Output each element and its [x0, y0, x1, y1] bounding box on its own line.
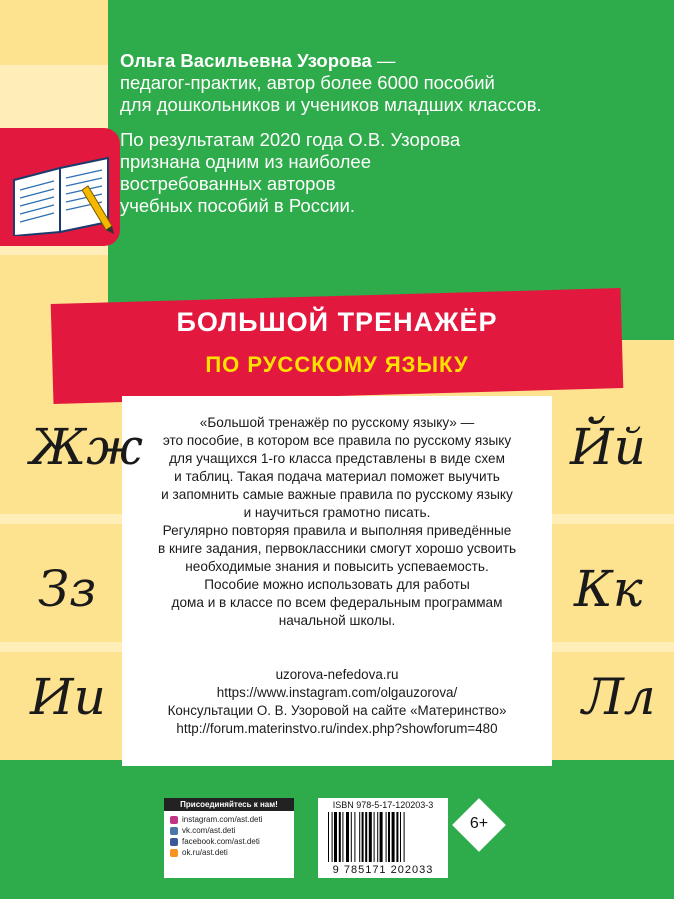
- desc-line: Регулярно повторяя правила и выполняя приведённые: [162, 523, 512, 538]
- desc-line: и таблиц. Такая подача материал поможет выучить: [174, 469, 500, 484]
- desc-line: «Большой тренажёр по русскому языку» —: [199, 415, 475, 430]
- social-item[interactable]: [164, 847, 294, 858]
- social-item[interactable]: [164, 814, 294, 825]
- cursive-letters: Зз: [38, 560, 97, 618]
- desc-line: необходимые знания и повысить успеваемость.: [185, 559, 489, 574]
- links-block: [130, 666, 544, 738]
- social-item-label: facebook.com/ast.deti: [182, 837, 260, 846]
- isbn-number: 9 785171 202033: [332, 864, 434, 876]
- cursive-letters: Лл: [582, 668, 656, 726]
- desc-line: это пособие, в котором все правила по русскому языку: [162, 433, 512, 448]
- consultation-text: Консультации О. В. Узоровой на сайте «Материнство»: [167, 703, 507, 718]
- author-line: востребованных авторов: [120, 173, 336, 194]
- social-item-label: ok.ru/ast.deti: [182, 848, 228, 857]
- website-link[interactable]: uzorova-nefedova.ru: [275, 667, 399, 682]
- open-book-icon: [8, 140, 116, 236]
- instagram-icon: [170, 816, 178, 824]
- instagram-link[interactable]: https://www.instagram.com/olgauzorova/: [216, 685, 458, 700]
- facebook-icon: [170, 838, 178, 846]
- barcode: [326, 812, 440, 862]
- social-item-label: instagram.com/ast.deti: [182, 815, 263, 824]
- desc-line: Пособие можно использовать для работы: [204, 577, 470, 592]
- author-line: признана одним из наиболее: [120, 151, 372, 172]
- desc-line: начальной школы.: [278, 613, 396, 628]
- book-subtitle: ПО РУССКОМУ ЯЗЫКУ: [205, 352, 469, 377]
- cursive-letters: Йй: [570, 418, 646, 476]
- forum-link[interactable]: http://forum.materinstvo.ru/index.php?showforum=480: [176, 721, 498, 736]
- book-title: БОЛЬШОЙ ТРЕНАЖЁР: [176, 307, 498, 337]
- author-line: По результатам 2020 года О.В. Узорова: [120, 129, 461, 150]
- social-item[interactable]: [164, 836, 294, 847]
- isbn-box: [318, 798, 448, 878]
- age-rating: 6+: [469, 815, 489, 832]
- author-info: [120, 50, 660, 230]
- desc-line: и научиться грамотно писать.: [243, 505, 431, 520]
- description-text: [130, 414, 544, 630]
- author-line: для дошкольников и учеников младших классов.: [120, 94, 542, 115]
- author-name: Ольга Васильевна Узорова: [120, 50, 372, 71]
- ok-icon: [170, 849, 178, 857]
- desc-line: и запомнить самые важные правила по русскому языку: [161, 487, 513, 502]
- title-banner: [51, 288, 624, 404]
- desc-line: дома и в классе по всем федеральным программам: [171, 595, 503, 610]
- vk-icon: [170, 827, 178, 835]
- isbn-label: ISBN 978-5-17-120203-3: [332, 800, 434, 810]
- cursive-letters: Жж: [30, 418, 144, 476]
- author-line: учебных пособий в России.: [120, 195, 356, 216]
- cursive-letters: Кк: [574, 560, 643, 618]
- social-item-label: vk.com/ast.deti: [182, 826, 236, 835]
- social-links-box: [164, 798, 294, 878]
- author-line: педагог-практик, автор более 6000 пособий: [120, 72, 495, 93]
- desc-line: для учащихся 1-го класса представлены в виде схем: [169, 451, 505, 466]
- cursive-letters: Ии: [30, 668, 106, 726]
- author-dash: —: [371, 50, 396, 71]
- social-header: Присоединяйтесь к нам!: [164, 798, 294, 811]
- desc-line: в книге задания, первоклассники смогут хорошо усвоить: [157, 541, 517, 556]
- social-item[interactable]: [164, 825, 294, 836]
